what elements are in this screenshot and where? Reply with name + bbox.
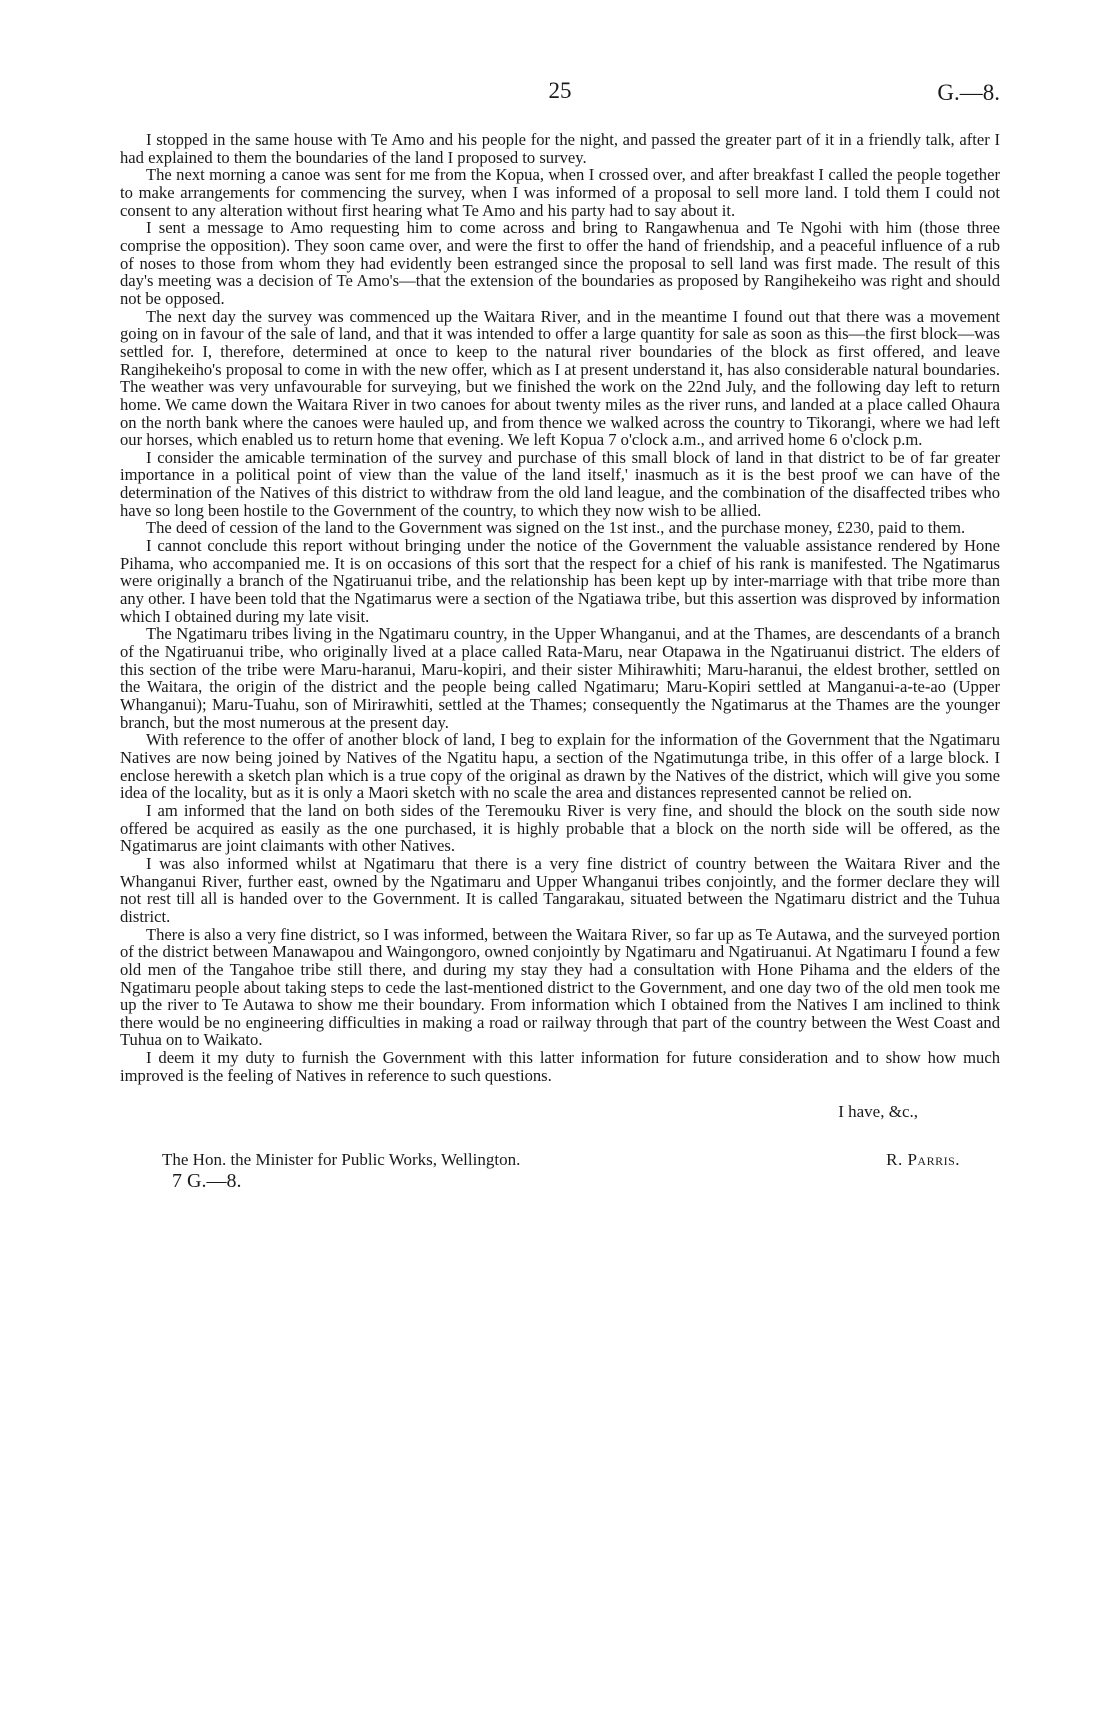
paragraph: The next morning a canoe was sent for me from the Kopua, when I crossed over, and after breakfast I called the people together to make arrangements for commencing the survey, when I was informed of a proposal to sell more land. I told them I could not consent to any alteration without first hearing what Te Amo and his party had to say about it. <box>120 165 1000 220</box>
paragraph: I sent a message to Amo requesting him to come across and bring to Rangawhenua and Te Ngohi with him (those three comprise the opposition). They soon came over, and were the first to offer the hand of friendship, and a peaceful influence of a rub of noses to those from whom they had evidently been estranged since the proposal to sell land was first made. The result of this day's meeting was a decision of Te Amo's—that the extension of the boundaries as proposed by Rangihekeiho was right and should not be opposed. <box>120 218 1000 308</box>
page-header <box>120 0 1000 105</box>
sheet-mark: 7 G.—8. <box>172 1170 242 1193</box>
paragraph: I stopped in the same house with Te Amo and his people for the night, and passed the greater part of it in a friendly talk, after I had explained to them the boundaries of the land I proposed to survey. <box>120 130 1000 167</box>
valediction: I have, &c., <box>838 1102 918 1122</box>
paragraph: I am informed that the land on both sides of the Teremouku River is very fine, and should the block on the south side now offered be acquired as easily as the one purchased, it is highly probable that a block on the north side will be offered, as the Ngatimarus are joint claimants with other Natives. <box>120 800 1000 856</box>
document-page <box>120 0 1000 1194</box>
paragraph: With reference to the offer of another block of land, I beg to explain for the information of the Government that the Ngatimaru Natives are now being joined by Natives of the Ngatitu hapu, a section of the Ngatimutunga tribe, in this offer of a large block. I enclose herewith a sketch plan which is a true copy of the original as drawn by the Natives of the district, which will give you some idea of the locality, but as it is only a Maori sketch with no scale the area and distances represented cannot be relied on. <box>120 730 1000 803</box>
paragraph: I was also informed whilst at Ngatimaru that there is a very fine district of country between the Waitara River and the Whanganui River, further east, owned by the Ngatimaru and Upper Whanganui tribes conjointly, and the former declare they will not rest till all is handed over to the Government. It is called Tangarakau, situated between the Ngatimaru district and the Tuhua district. <box>120 853 1000 926</box>
paragraph: The next day the survey was commenced up the Waitara River, and in the meantime I found out that there was a movement going on in favour of the sale of land, and that it was intended to offer a large quantity for sale as soon as this—the first block—was settled for. I, therefore, determined at once to keep to the natural river boundaries of the block as first offered, and leave Rangihekeiho's proposal to come in with the new offer, which as I at present understand it, has also considerable natural boundaries. The weather was very unfavourable for surveying, but we finished the work on the 22nd July, and the following day left to return home. We came down the Waitara River in two canoes for about twenty miles as the river runs, and landed at a place called Ohaura on the north bank where the canoes were hauled up, and from thence we walked across the country to Tikorangi, where we had left our horses, which enabled us to return home that evening. We left Kopua 7 o'clock a.m., and arrived home 6 o'clock p.m. <box>120 306 1000 450</box>
addressee: The Hon. the Minister for Public Works, Wellington. <box>162 1150 521 1170</box>
report-body <box>120 131 1000 1084</box>
paragraph: I cannot conclude this report without bringing under the notice of the Government the valuable assistance rendered by Hone Pihama, who accompanied me. It is on occasions of this sort that the respect for a chief of his rank is manifested. The Ngatimarus were originally a branch of the Ngatiruanui tribe, and the relationship has been kept up by inter-marriage with that tribe more than any other. I have been told that the Ngatimarus were a section of the Ngatiawa tribe, but this assertion was disproved by information which I obtained during my late visit. <box>120 536 1000 626</box>
paragraph: There is also a very fine district, so I was informed, between the Waitara River, so far up as Te Autawa, and the surveyed portion of the district between Manawapou and Waingongoro, owned conjointly by Ngatimaru and Ngatiruanui. At Ngatimaru I found a few old men of the Tangahoe tribe still there, and during my stay they had a consultation with Hone Pihama and the elders of the Ngatimaru people about taking steps to cede the last-mentioned district to the Government, and one day two of the old men took me up the river to Te Autawa to show me their boundary. From information which I obtained from the Natives I am inclined to think there would be no engineering difficulties in making a road or railway through that part of the country between the West Coast and Tuhua on to Waikato. <box>120 924 1000 1050</box>
document-code: G.—8. <box>937 80 1000 105</box>
paragraph: The deed of cession of the land to the Government was signed on the 1st inst., and the purchase money, £230, paid to them. <box>146 518 966 538</box>
letter-closing <box>120 1084 1000 1194</box>
page-number: 25 <box>548 78 572 103</box>
signature: R. Parris. <box>886 1150 960 1170</box>
paragraph: I deem it my duty to furnish the Government with this latter information for future consideration and to show how much improved is the feeling of Natives in reference to such questions. <box>120 1048 1000 1085</box>
paragraph: I consider the amicable termination of the survey and purchase of this small block of land in that district to be of far greater importance in a political point of view than the value of the land itself,' inasmuch as it is the best proof we can have of the determination of the Natives of this district to withdraw from the old land league, and the combination of the disaffected tribes who have so long been hostile to the Government of the country, to which they now wish to be allied. <box>120 447 1000 520</box>
paragraph: The Ngatimaru tribes living in the Ngatimaru country, in the Upper Whanganui, and at the Thames, are descendants of a branch of the Ngatiruanui tribe, who originally lived at a place called Rata-Maru, near Otapawa in the Ngatiruanui district. The elders of this section of the tribe were Maru-haranui, Maru-kopiri, and their sister Mihirawhiti; Maru-haranui, the eldest brother, settled on the Waitara, the origin of the district and the people being called Ngatimaru; Maru-Kopiri settled at Manganui-a-te-ao (Upper Whanganui); Maru-Tuahu, son of Mirirawhiti, settled at the Thames; consequently the Ngatimarus at the Thames are the younger branch, but the most numerous at the present day. <box>120 624 1000 732</box>
